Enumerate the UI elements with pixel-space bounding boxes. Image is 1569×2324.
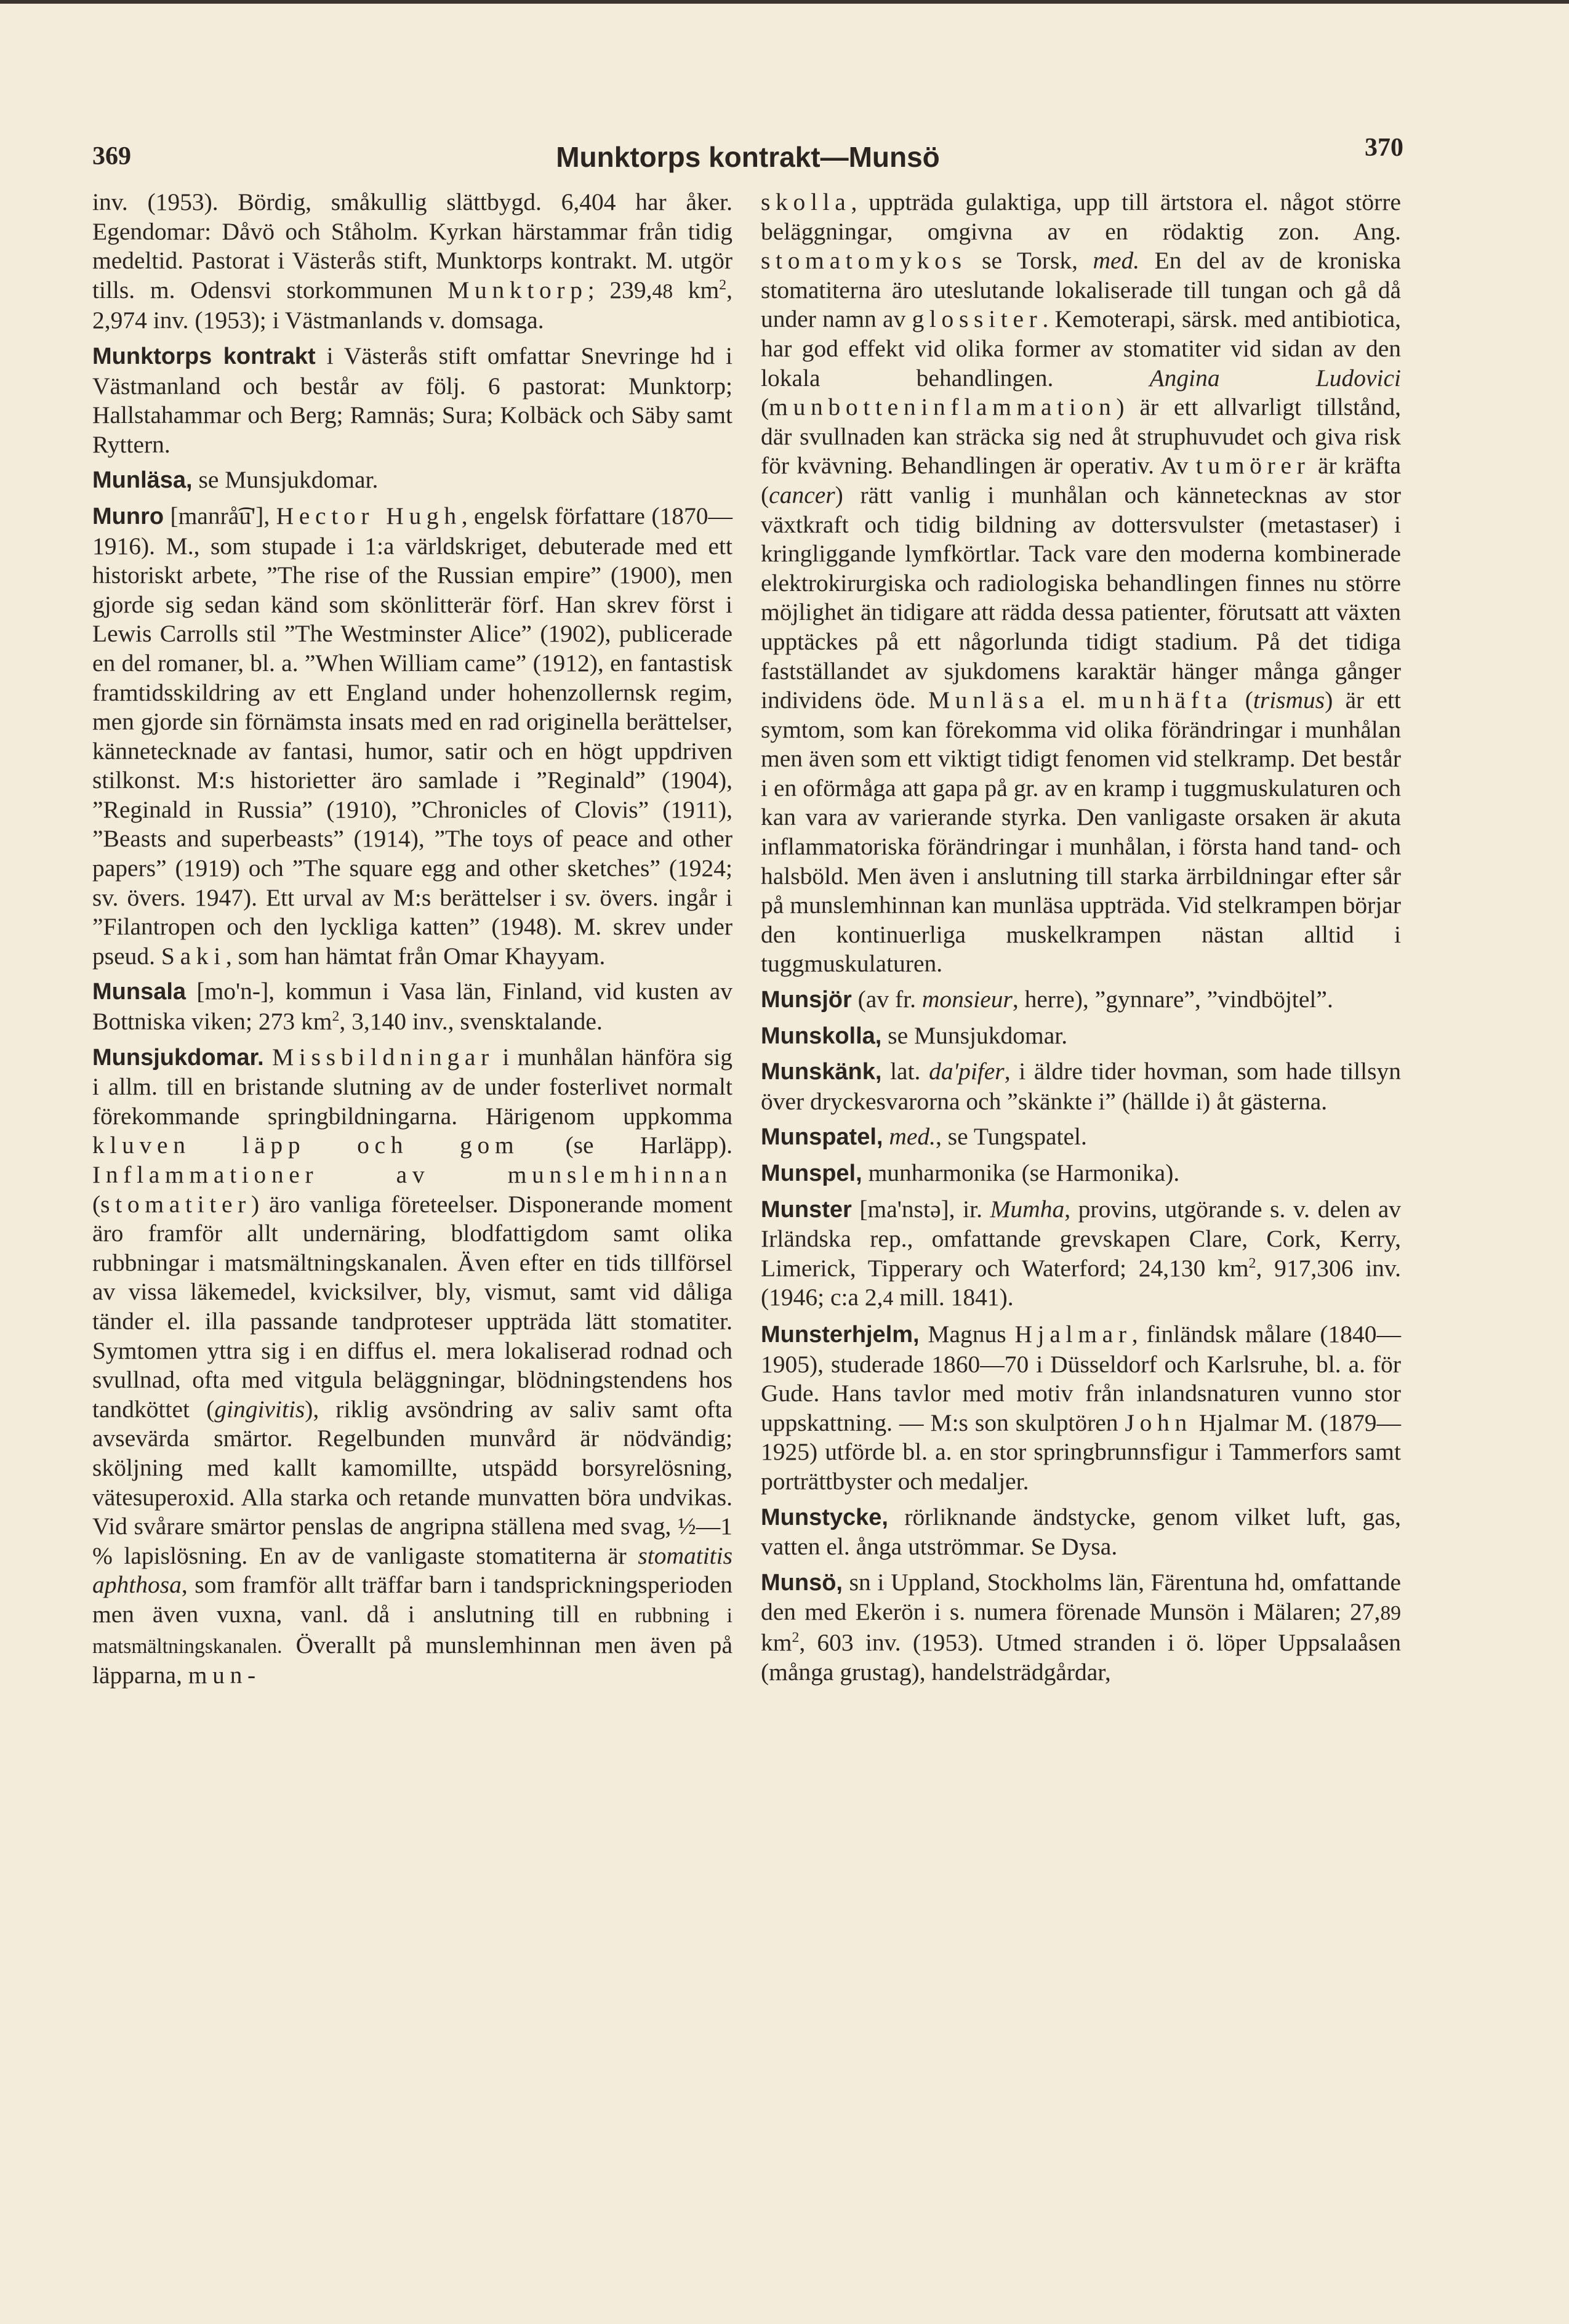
- headword: Munsjör: [761, 987, 852, 1013]
- headword: Munro: [92, 503, 164, 529]
- page-top-edge: [0, 0, 1569, 4]
- entry-munskolla: Munskolla, se Munsjukdomar.: [761, 1021, 1068, 1049]
- left-column: [92, 188, 732, 1697]
- entry-munspatel: Munspatel, med., se Tungspatel.: [761, 1123, 1087, 1151]
- headword: Munspel,: [761, 1160, 862, 1186]
- headword: Munstycke,: [761, 1504, 888, 1530]
- headword: Munster: [761, 1196, 852, 1223]
- entry-munso: Munsö, sn i Uppland, Stockholms län, Färentuna hd, omfattande den med Ekerön i s. numera förenade Munsön i Mälaren; 27,89 $km^2$, 603 inv. (1953). Utmed stranden i ö. löper Uppsalaåsen (många grustag), handelsträdgårdar,: [761, 1568, 1401, 1686]
- entry-munskank: Munskänk, lat. da'pifer, i äldre tider hovman, som hade tillsyn över dryckesvarorna och ”skänkte i” (hällde i) åt gästerna.: [761, 1058, 1401, 1115]
- entry-munktorps-kontrakt: Munktorps kontrakt i Västerås stift omfattar Snevringe hd i Västmanland och består av följ. 6 pastorat: Munktorp; Hallstahammar och Berg; Ramnäs; Sura; Kolbäck och Säby samt Ryttern.: [92, 342, 732, 458]
- running-title: Munktorps kontrakt—Munsö: [556, 141, 940, 173]
- page-number-left: 369: [92, 142, 131, 171]
- entry-munro: Munro [manrå͡u'], Hector Hugh, engelsk författare (1870—1916). M., som stupade i 1:a världskriget, debuterade med ett historiskt arbete, ”The rise of the Russian empire” (1900), men gjorde sig sedan känd som skönlitterär förf. Han skrev först i Lewis Carrolls stil ”The Westminster Alice” (1902), publicerade en del romaner, bl. a. ”When William came” (1912), en fantastisk framtidsskildring av ett England under hohenzollernsk regim, men gjorde sin förnämsta insats med en rad originella berättelser, kännetecknade av fantasi, humor, satir och en högt uppdriven stilkonst. M:s historietter äro samlade i ”Reginald” (1904), ”Reginald in Russia” (1910), ”Chronicles of Clovis” (1911), ”Beasts and superbeasts” (1914), ”The toys of peace and other papers” (1919) och ”The square egg and other sketches” (1924; sv. övers. 1947). Ett urval av M:s berättelser i sv. övers. ingår i ”Filantropen och den lyckliga katten” (1948). M. skrev under pseud. Saki, som han hämtat från Omar Khayyam.: [92, 502, 732, 970]
- entry-munsala: Munsala [mo'n-], kommun i Vasa län, Finland, vid kusten av Bottniska viken; 273 $km^2$, 3,140 inv., svensktalande.: [92, 978, 732, 1035]
- headword: Munskolla,: [761, 1023, 882, 1049]
- entry-munktorp-continued: inv. (1953). Bördig, småkullig slättbygd. 6,404 har åker. Egendomar: Dåvö och Ståholm. Kyrkan härstammar från tidig medeltid. Pastorat i Västerås stift, Munktorps kontrakt. M. utgör tills. m. Odensvi storkommunen Munktorp; 239,48 $km^2$, 2,974 inv. (1953); i Västmanlands v. domsaga.: [92, 188, 732, 334]
- headword: Munskänk,: [761, 1059, 882, 1085]
- headword: Munläsa,: [92, 467, 193, 494]
- entry-munsjukdomar-continued: skolla, uppträda gulaktiga, upp till ärtstora el. något större beläggningar, omgivna av en rödaktig zon. Ang. stomatomykos se Torsk, med. En del av de kroniska stomatiterna äro uteslutande lokaliserade till tungan och gå då under namn av glossiter. Kemoterapi, särsk. med antibiotica, har god effekt vid olika former av stomatiter vid sidan av den lokala behandlingen. Angina Ludovici (munbotteninflammation) är ett allvarligt tillstånd, där svullnaden kan sträcka sig ned åt struphuvudet och giva risk för kvävning. Behandlingen är operativ. Av tumörer är kräfta (cancer) rätt vanlig i munhålan och kännetecknas av stor växtkraft och tidig bildning av dottersvulster (metastaser) i kringliggande lymfkörtlar. Tack vare den moderna kombinerade elektrokirurgiska och radiologiska behandlingen finnes nu större möjlighet än tidigare att rädda dessa patienter, förutsatt att växten upptäckes på ett någorlunda tidigt stadium. På det tidiga fastställandet av sjukdomens karaktär hänger många gånger individens öde. Munläsa el. munhäfta (trismus) är ett symtom, som kan förekomma vid olika förändringar i munhålan men även som ett viktigt tidigt fenomen vid stelkramp. Det består i en oförmåga att gapa på gr. av en kramp i tuggmuskulaturen och kan vara av varierande styrka. Den vanligaste orsaken är akuta inflammatoriska förändringar i munhålan, i första hand tand- och halsböld. Men även i anslutning till starka ärrbildningar efter sår på munslemhinnan kan munläsa uppträda. Vid stelkrampen börjar den kontinuerliga muskelkrampen nästan alltid i tuggmuskulaturen.: [761, 188, 1402, 978]
- headword: Munsala: [92, 979, 187, 1005]
- headword: Munspatel,: [761, 1124, 883, 1151]
- entry-munsjor: Munsjör (av fr. monsieur, herre), ”gynnare”, ”vindböjtel”.: [761, 986, 1333, 1013]
- headword: Munsö,: [761, 1569, 843, 1596]
- running-header: [92, 129, 1403, 179]
- entry-munstycke: Munstycke, rörliknande ändstycke, genom vilket luft, gas, vatten el. ånga utströmmar. Se Dysa.: [761, 1503, 1401, 1561]
- entry-munlasa: Munläsa, se Munsjukdomar.: [92, 466, 379, 494]
- headword: Munsterhjelm,: [761, 1321, 920, 1348]
- headword: Munsjukdomar.: [92, 1044, 264, 1071]
- entry-munsterhjelm: Munsterhjelm, Magnus Hjalmar, finländsk målare (1840—1905), studerade 1860—70 i Düsseldorf och Karlsruhe, bl. a. för Gude. Hans tavlor med motiv från inlandsnaturen vunno stor uppskattning. — M:s son skulptören John Hjalmar M. (1879—1925) utförde bl. a. en stor springbrunnsfigur i Tammerfors samt porträttbyster och medaljer.: [761, 1320, 1401, 1495]
- entry-munsjukdomar: Munsjukdomar. Missbildningar i munhålan hänföra sig i allm. till en bristande slutning av de under fosterlivet normalt förekommande springbildningarna. Härigenom uppkomma kluven läpp och gom (se Harläpp). Inflammationer av munslemhinnan (stomatiter) äro vanliga företeelser. Disponerande moment äro framför allt undernäring, blodfattigdom samt olika rubbningar i matsmältningskanalen. Även efter en tids tillförsel av vissa läkemedel, kvicksilver, bly, vismut, samt vid dåliga tänder el. illa passande tandproteser uppträda lätt stomatiter. Symtomen yttra sig i en diffus el. mera lokaliserad rodnad och svullnad, ofta med vitgula beläggningar, blödningstendens hos tandköttet (gingivitis), riklig avsöndring av saliv samt ofta avsevärda smärtor. Regelbunden munvård är nödvändig; sköljning med kallt kamomillte, utspädd borsyrelösning, vätesuperoxid. Alla starka och retande munvatten böra undvikas. Vid svårare smärtor penslas de angripna ställena med svag, ½—1 % lapislösning. En av de vanligaste stomatiterna är stomatitis aphthosa, som framför allt träffar barn i tandsprickningsperioden men även vuxna, vanl. då i anslutning till en rubbning i matsmältningskanalen. Överallt på munslemhinnan men även på läpparna, mun-: [92, 1043, 732, 1689]
- entry-munspel: Munspel, munharmonika (se Harmonika).: [761, 1159, 1180, 1186]
- page-number-right: 370: [1365, 134, 1403, 162]
- entry-munster: Munster [ma'nstə], ir. Mumha, provins, utgörande s. v. delen av Irländska rep., omfattande grevskapen Clare, Cork, Kerry, Limerick, Tipperary och Waterford; 24,130 $km^2$, 917,306 inv. (1946; c:a 2,4 mill. 1841).: [761, 1195, 1401, 1311]
- right-column: [761, 188, 1401, 1693]
- headword: Munktorps kontrakt: [92, 343, 316, 369]
